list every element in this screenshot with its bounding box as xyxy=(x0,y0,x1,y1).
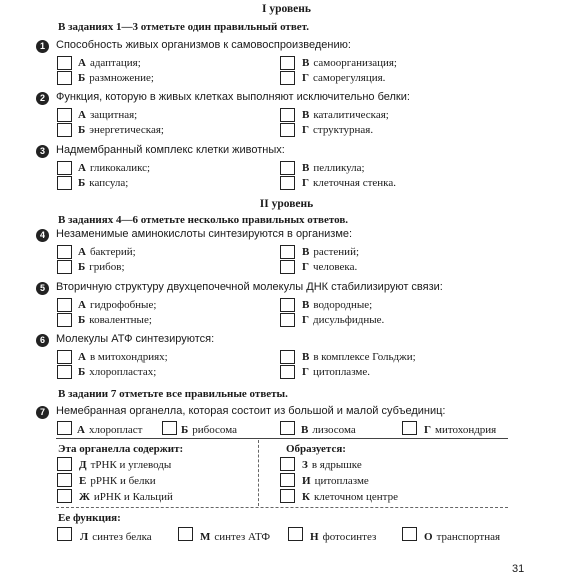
checkbox-q4-b[interactable] xyxy=(57,260,72,274)
checkbox-q2-b[interactable] xyxy=(57,123,72,137)
question-1-number: 1 xyxy=(36,40,49,53)
question-6-number: 6 xyxy=(36,334,49,347)
checkbox-q6-a[interactable] xyxy=(57,350,72,364)
option-q7-z: З в ядрышке xyxy=(302,459,362,471)
checkbox-q5-a[interactable] xyxy=(57,298,72,312)
checkbox-q7-o[interactable] xyxy=(402,527,417,541)
option-q7-e: Е рРНК и белки xyxy=(79,475,156,487)
question-7-text: Немебранная органелла, которая состоит из большой и малой субъединиц: xyxy=(56,405,446,417)
page-number: 31 xyxy=(512,563,525,575)
option-q7-n: Н фотосинтез xyxy=(310,531,377,543)
checkbox-q1-a[interactable] xyxy=(57,56,72,70)
instruction-7: В задании 7 отметьте все правильные ответы. xyxy=(58,388,288,400)
level-2-heading: II уровень xyxy=(259,198,314,210)
divider-bottom xyxy=(56,507,508,508)
option-q6-b: Б хлоропластах; xyxy=(78,366,157,378)
checkbox-q7-zh[interactable] xyxy=(57,489,72,503)
option-q1-v: В самоорганизация; xyxy=(302,57,397,69)
checkbox-q1-v[interactable] xyxy=(280,56,295,70)
option-q7-a: А хлоропласт xyxy=(77,424,143,436)
vertical-divider xyxy=(258,440,259,506)
option-q5-v: В водородные; xyxy=(302,299,373,311)
option-q2-b: Б энергетическая; xyxy=(78,124,164,136)
divider-top xyxy=(56,438,508,439)
instruction-1-3: В заданиях 1—3 отметьте один правильный ответ. xyxy=(58,21,309,33)
option-q2-g: Г структурная. xyxy=(302,124,374,136)
checkbox-q1-b[interactable] xyxy=(57,71,72,85)
checkbox-q7-v[interactable] xyxy=(280,421,295,435)
option-q4-a: А бактерий; xyxy=(78,246,136,258)
question-5-number: 5 xyxy=(36,282,49,295)
option-q3-v: В пелликула; xyxy=(302,162,365,174)
checkbox-q7-l[interactable] xyxy=(57,527,72,541)
checkbox-q3-v[interactable] xyxy=(280,161,295,175)
question-7-number: 7 xyxy=(36,406,49,419)
checkbox-q7-e[interactable] xyxy=(57,473,72,487)
option-q2-a: А защитная; xyxy=(78,109,138,121)
function-label: Ее функция: xyxy=(58,512,121,524)
checkbox-q3-g[interactable] xyxy=(280,176,295,190)
checkbox-q3-a[interactable] xyxy=(57,161,72,175)
question-4-number: 4 xyxy=(36,229,49,242)
option-q4-g: Г человека. xyxy=(302,261,358,273)
checkbox-q5-b[interactable] xyxy=(57,313,72,327)
checkbox-q2-v[interactable] xyxy=(280,108,295,122)
option-q6-v: В в комплексе Гольджи; xyxy=(302,351,416,363)
contains-label: Эта органелла содержит: xyxy=(58,443,184,455)
checkbox-q7-d[interactable] xyxy=(57,457,72,471)
option-q7-l: Л синтез белка xyxy=(80,531,152,543)
option-q3-b: Б капсула; xyxy=(78,177,129,189)
checkbox-q5-g[interactable] xyxy=(280,313,295,327)
question-2-number: 2 xyxy=(36,92,49,105)
option-q7-zh: Ж иРНК и Кальций xyxy=(79,491,173,503)
checkbox-q4-v[interactable] xyxy=(280,245,295,259)
option-q4-b: Б грибов; xyxy=(78,261,125,273)
formed-label: Образуется: xyxy=(286,443,346,455)
checkbox-q6-b[interactable] xyxy=(57,365,72,379)
option-q6-a: А в митохондриях; xyxy=(78,351,168,363)
option-q1-a: А адаптация; xyxy=(78,57,141,69)
option-q2-v: В каталитическая; xyxy=(302,109,389,121)
question-4-text: Незаменимые аминокислоты синтезируются в организме: xyxy=(56,228,353,240)
option-q7-d: Д тРНК и углеводы xyxy=(79,459,172,471)
option-q7-m: М синтез АТФ xyxy=(200,531,271,543)
question-1-text: Способность живых организмов к самовоспроизведению: xyxy=(56,39,351,51)
question-5-text: Вторичную структуру двухцепочечной молекулы ДНК стабилизируют связи: xyxy=(56,281,443,293)
instruction-4-6: В заданиях 4—6 отметьте несколько правильных ответов. xyxy=(58,214,349,226)
option-q7-v: В лизосома xyxy=(301,424,356,436)
question-6-text: Молекулы АТФ синтезируются: xyxy=(56,333,215,345)
checkbox-q6-v[interactable] xyxy=(280,350,295,364)
option-q7-g: Г митохондрия xyxy=(424,424,497,436)
checkbox-q2-g[interactable] xyxy=(280,123,295,137)
option-q7-i: И цитоплазме xyxy=(302,475,369,487)
option-q5-g: Г дисульфидные. xyxy=(302,314,385,326)
option-q4-v: В растений; xyxy=(302,246,360,258)
checkbox-q7-m[interactable] xyxy=(178,527,193,541)
checkbox-q7-g[interactable] xyxy=(402,421,417,435)
checkbox-q2-a[interactable] xyxy=(57,108,72,122)
checkbox-q4-a[interactable] xyxy=(57,245,72,259)
checkbox-q7-b[interactable] xyxy=(162,421,177,435)
option-q1-g: Г саморегуляция. xyxy=(302,72,386,84)
option-q5-a: А гидрофобные; xyxy=(78,299,157,311)
checkbox-q7-a[interactable] xyxy=(57,421,72,435)
checkbox-q7-z[interactable] xyxy=(280,457,295,471)
checkbox-q7-n[interactable] xyxy=(288,527,303,541)
level-1-heading: I уровень xyxy=(262,3,311,15)
option-q5-b: Б ковалентные; xyxy=(78,314,152,326)
option-q7-o: О транспортная xyxy=(424,531,501,543)
checkbox-q6-g[interactable] xyxy=(280,365,295,379)
checkbox-q7-k[interactable] xyxy=(280,489,295,503)
option-q7-b: Б рибосома xyxy=(181,424,237,436)
option-q6-g: Г цитоплазме. xyxy=(302,366,370,378)
checkbox-q5-v[interactable] xyxy=(280,298,295,312)
checkbox-q4-g[interactable] xyxy=(280,260,295,274)
option-q7-k: К клеточном центре xyxy=(302,491,398,503)
option-q1-b: Б размножение; xyxy=(78,72,154,84)
question-3-number: 3 xyxy=(36,145,49,158)
question-3-text: Надмембранный комплекс клетки животных: xyxy=(56,144,285,156)
question-2-text: Функция, которую в живых клетках выполняют исключительно белки: xyxy=(56,91,410,103)
option-q3-g: Г клеточная стенка. xyxy=(302,177,396,189)
checkbox-q3-b[interactable] xyxy=(57,176,72,190)
checkbox-q7-i[interactable] xyxy=(280,473,295,487)
option-q3-a: А гликокаликс; xyxy=(78,162,151,174)
checkbox-q1-g[interactable] xyxy=(280,71,295,85)
